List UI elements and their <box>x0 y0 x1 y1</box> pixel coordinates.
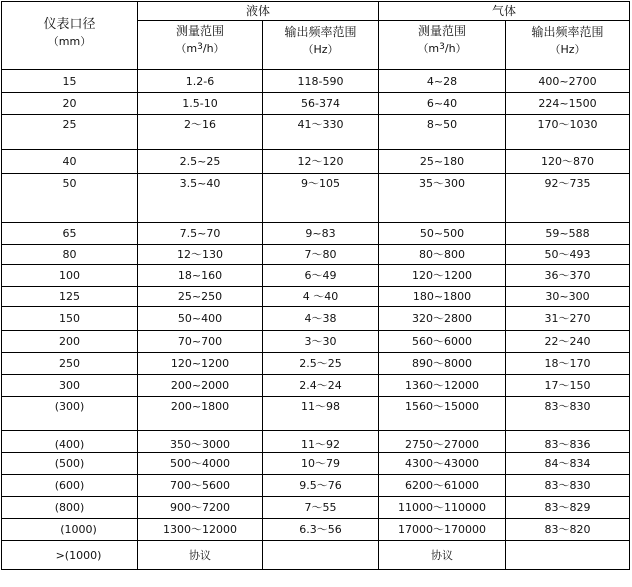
cell-liquid-range: 2.5~25 <box>138 150 263 174</box>
cell-diameter: 65 <box>2 223 138 245</box>
cell-gas-freq: 22～240 <box>506 331 630 353</box>
cell-liquid-range: 200~1800 <box>138 397 263 431</box>
freq-unit: （Hz） <box>302 43 339 56</box>
gas-header: 气体 <box>379 2 630 21</box>
cell-liquid-freq: 2.5～25 <box>263 353 379 375</box>
cell-liquid-range: 350～3000 <box>138 431 263 453</box>
cell-liquid-range: 70~700 <box>138 331 263 353</box>
cell-gas-range: 8~50 <box>379 115 506 150</box>
table-row <box>2 353 630 375</box>
cell-diameter: (300) <box>2 397 138 431</box>
cell-gas-freq: 50～493 <box>506 245 630 265</box>
cell-liquid-freq: 12～120 <box>263 150 379 174</box>
cell-gas-freq: 83～836 <box>506 431 630 453</box>
cell-liquid-freq: 7～80 <box>263 245 379 265</box>
cell-gas-freq: 83～820 <box>506 519 630 541</box>
table-row <box>2 475 630 497</box>
cell-liquid-freq: 7～55 <box>263 497 379 519</box>
table-row <box>2 174 630 223</box>
cell-liquid-range: 900～7200 <box>138 497 263 519</box>
range-unit: $(m^3/h)$ <box>175 42 225 55</box>
cell-liquid-freq: 11～98 <box>263 397 379 431</box>
table-row <box>2 287 630 307</box>
cell-gas-range: 120～1200 <box>379 265 506 287</box>
table-body <box>2 70 630 570</box>
cell-liquid-freq: 11～92 <box>263 431 379 453</box>
cell-gas-freq: 31～270 <box>506 307 630 331</box>
table-row <box>2 397 630 431</box>
cell-liquid-range: 25~250 <box>138 287 263 307</box>
cell-gas-range: 4300～43000 <box>379 453 506 475</box>
cell-liquid-freq: 9～105 <box>263 174 379 223</box>
diameter-header-name: 仪表口径 <box>43 16 96 32</box>
cell-liquid-range: 200~2000 <box>138 375 263 397</box>
cell-liquid-range: 1.2-6 <box>138 70 263 93</box>
cell-gas-range: 50~500 <box>379 223 506 245</box>
cell-gas-range: 1560～15000 <box>379 397 506 431</box>
table-row <box>2 307 630 331</box>
cell-diameter: 40 <box>2 150 138 174</box>
freq-title: 输出频率范围 <box>284 25 357 39</box>
cell-gas-freq: 59~588 <box>506 223 630 245</box>
cell-diameter: 50 <box>2 174 138 223</box>
cell-diameter: (1000) <box>2 519 138 541</box>
cell-liquid-range: 12～130 <box>138 245 263 265</box>
diameter-header-unit: （mm） <box>47 34 92 48</box>
cell-gas-range: 25~180 <box>379 150 506 174</box>
liquid-header: 液体 <box>138 2 379 21</box>
table-row <box>2 519 630 541</box>
cell-diameter: (600) <box>2 475 138 497</box>
range-title: 测量范围 <box>175 24 224 38</box>
table-row <box>2 150 630 174</box>
cell-gas-range: 11000～110000 <box>379 497 506 519</box>
cell-diameter: 300 <box>2 375 138 397</box>
gas-freq-header <box>506 21 630 70</box>
cell-gas-range: 2750～27000 <box>379 431 506 453</box>
cell-liquid-freq: 118-590 <box>263 70 379 93</box>
cell-gas-range: 35～300 <box>379 174 506 223</box>
diameter-header <box>2 2 138 70</box>
cell-liquid-freq <box>263 541 379 570</box>
cell-liquid-freq: 9~83 <box>263 223 379 245</box>
cell-liquid-range: 18~160 <box>138 265 263 287</box>
cell-diameter: 100 <box>2 265 138 287</box>
cell-liquid-freq: 2.4～24 <box>263 375 379 397</box>
cell-diameter: >(1000) <box>2 541 138 570</box>
range-title: 测量范围 <box>418 24 467 38</box>
cell-liquid-range: 120~1200 <box>138 353 263 375</box>
table-row <box>2 541 630 570</box>
cell-diameter: 250 <box>2 353 138 375</box>
cell-gas-freq: 170～1030 <box>506 115 630 150</box>
cell-liquid-freq: 56-374 <box>263 93 379 115</box>
table-row <box>2 431 630 453</box>
cell-gas-freq <box>506 541 630 570</box>
cell-gas-freq: 224~1500 <box>506 93 630 115</box>
cell-liquid-freq: 41～330 <box>263 115 379 150</box>
cell-liquid-freq: 3～30 <box>263 331 379 353</box>
cell-liquid-range: 7.5~70 <box>138 223 263 245</box>
cell-liquid-freq: 6.3～56 <box>263 519 379 541</box>
cell-gas-freq: 83～829 <box>506 497 630 519</box>
cell-gas-range: 4~28 <box>379 70 506 93</box>
cell-gas-range: 560～6000 <box>379 331 506 353</box>
cell-diameter: (500) <box>2 453 138 475</box>
cell-diameter: (400) <box>2 431 138 453</box>
cell-diameter: 125 <box>2 287 138 307</box>
cell-liquid-range: 1.5-10 <box>138 93 263 115</box>
cell-liquid-range: 500～4000 <box>138 453 263 475</box>
cell-liquid-range: 3.5~40 <box>138 174 263 223</box>
cell-liquid-freq: 10～79 <box>263 453 379 475</box>
cell-liquid-range: 1300～12000 <box>138 519 263 541</box>
table-row <box>2 245 630 265</box>
cell-diameter: 200 <box>2 331 138 353</box>
cell-liquid-freq: 4～38 <box>263 307 379 331</box>
table-row <box>2 265 630 287</box>
cell-gas-range: 890～8000 <box>379 353 506 375</box>
table-row <box>2 93 630 115</box>
cell-diameter: 25 <box>2 115 138 150</box>
header-row-top <box>2 2 630 21</box>
cell-liquid-range: 50~400 <box>138 307 263 331</box>
cell-liquid-freq: 4 ～40 <box>263 287 379 307</box>
table-row <box>2 453 630 475</box>
cell-diameter: 15 <box>2 70 138 93</box>
cell-gas-range: 80～800 <box>379 245 506 265</box>
cell-gas-freq: 17～150 <box>506 375 630 397</box>
cell-gas-range: 6~40 <box>379 93 506 115</box>
cell-gas-freq: 30~300 <box>506 287 630 307</box>
cell-diameter: 150 <box>2 307 138 331</box>
table-row <box>2 223 630 245</box>
cell-gas-freq: 36～370 <box>506 265 630 287</box>
liquid-freq-header <box>263 21 379 70</box>
cell-liquid-range: 700～5600 <box>138 475 263 497</box>
cell-gas-freq: 92～735 <box>506 174 630 223</box>
cell-diameter: 80 <box>2 245 138 265</box>
cell-gas-range: 17000～170000 <box>379 519 506 541</box>
table-row <box>2 115 630 150</box>
cell-diameter: (800) <box>2 497 138 519</box>
cell-liquid-range: 2～16 <box>138 115 263 150</box>
cell-gas-freq: 84～834 <box>506 453 630 475</box>
flow-range-table <box>1 1 630 570</box>
gas-range-header <box>379 21 506 70</box>
cell-gas-range: 320～2800 <box>379 307 506 331</box>
freq-title: 输出频率范围 <box>531 25 604 39</box>
cell-gas-range: 6200～61000 <box>379 475 506 497</box>
cell-gas-freq: 18～170 <box>506 353 630 375</box>
table-row <box>2 331 630 353</box>
table-row <box>2 70 630 93</box>
range-unit: $(m^3/h)$ <box>417 42 467 55</box>
cell-liquid-range: 协议 <box>138 541 263 570</box>
cell-gas-freq: 120～870 <box>506 150 630 174</box>
cell-liquid-freq: 6～49 <box>263 265 379 287</box>
cell-gas-freq: 83～830 <box>506 475 630 497</box>
cell-liquid-freq: 9.5～76 <box>263 475 379 497</box>
liquid-range-header <box>138 21 263 70</box>
cell-diameter: 20 <box>2 93 138 115</box>
cell-gas-range: 1360～12000 <box>379 375 506 397</box>
cell-gas-freq: 83～830 <box>506 397 630 431</box>
cell-gas-range: 180~1800 <box>379 287 506 307</box>
table-row <box>2 375 630 397</box>
table-row <box>2 497 630 519</box>
cell-gas-range: 协议 <box>379 541 506 570</box>
freq-unit: （Hz） <box>549 43 586 56</box>
cell-gas-freq: 400~2700 <box>506 70 630 93</box>
